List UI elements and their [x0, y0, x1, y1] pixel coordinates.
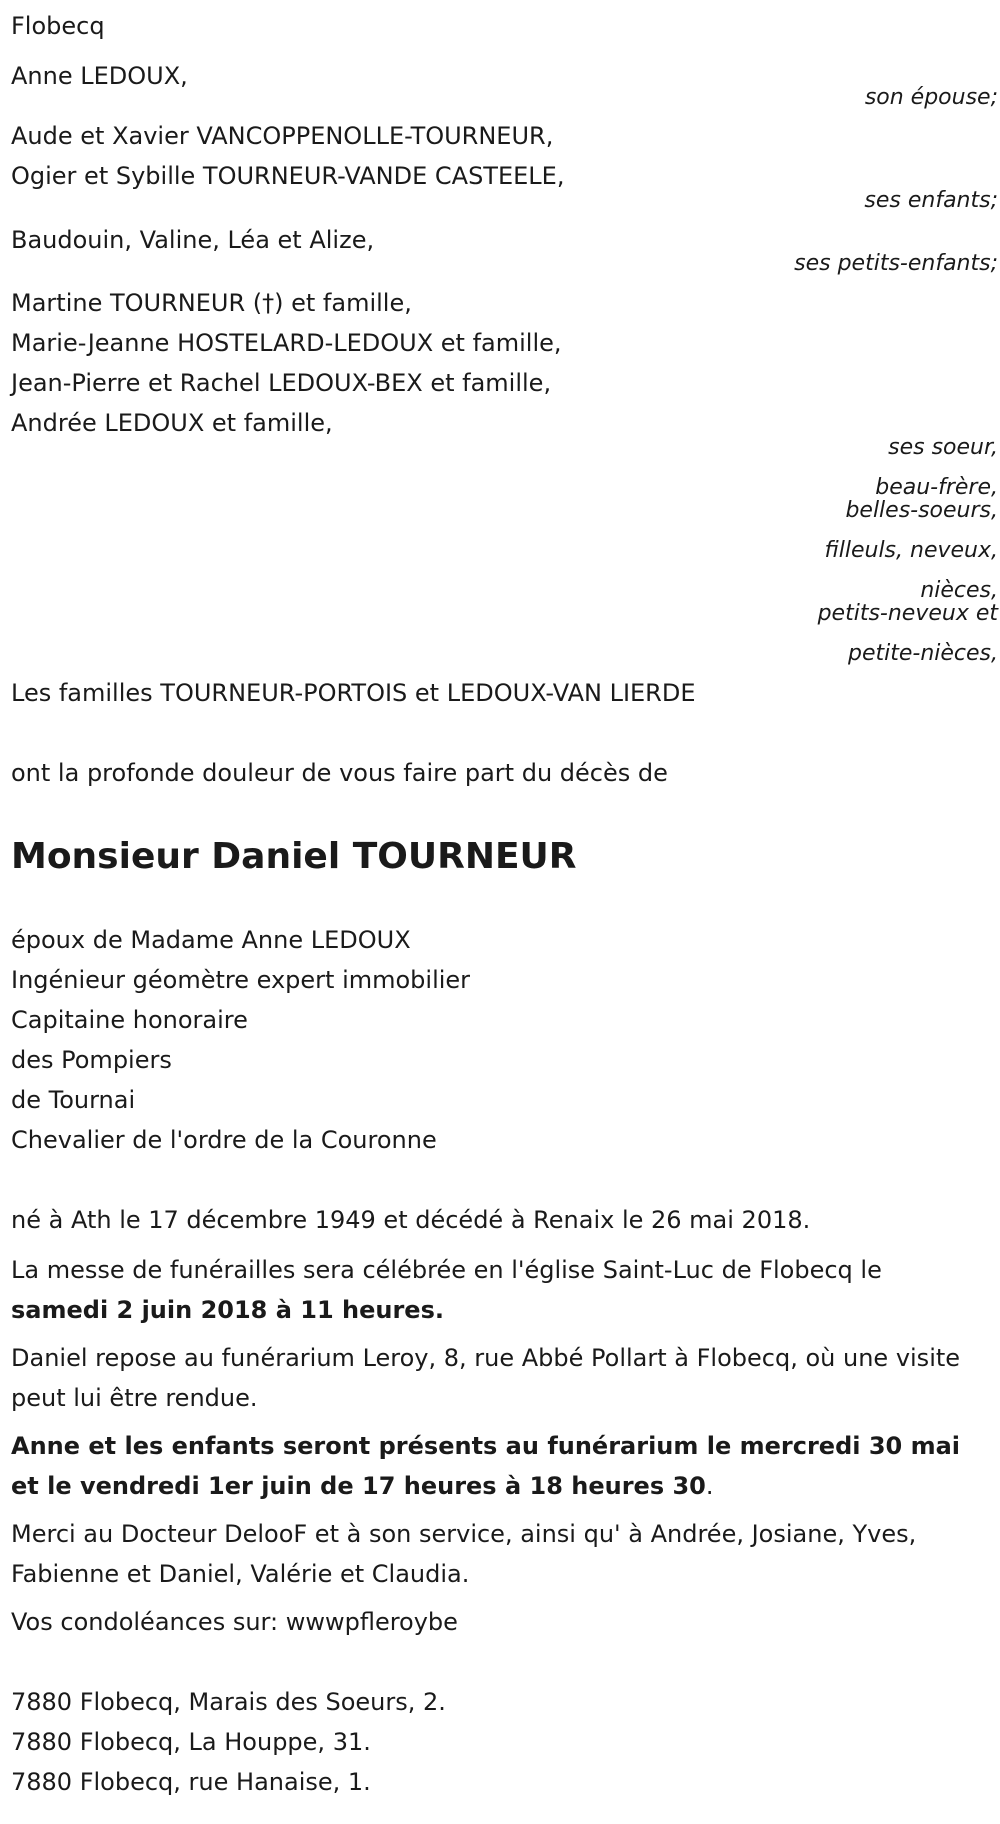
family-name-line: Jean-Pierre et Rachel LEDOUX-BEX et famille, [11, 369, 552, 397]
condolences-line: Vos condoléances sur: wwwpfleroybe [11, 1608, 458, 1636]
deceased-title-line: Capitaine honoraire [11, 1006, 248, 1034]
funeral-mass-line: La messe de funérailles sera célébrée en l'église Saint-Luc de Flobecq le [11, 1256, 882, 1284]
family-name-line: Marie-Jeanne HOSTELARD-LEDOUX et famille, [11, 329, 562, 357]
deceased-title-line: de Tournai [11, 1086, 136, 1114]
presence-end: . [705, 1472, 714, 1500]
presence-bold-text: Anne et les enfants seront présents au funérarium le mercredi 30 mai et le vendredi 1er juin de 17 heures à 18 heures 30 [11, 1432, 961, 1500]
family-relation: ses soeur, [888, 435, 998, 460]
family-relation: belles-soeurs, [845, 498, 998, 523]
town-heading: Flobecq [11, 12, 105, 40]
family-name-line: Aude et Xavier VANCOPPENOLLE-TOURNEUR, [11, 122, 554, 150]
family-relation: filleuls, neveux, [824, 538, 998, 563]
deceased-title-line: époux de Madame Anne LEDOUX [11, 926, 411, 954]
thanks-paragraph: Merci au Docteur DelooF et à son service, ainsi qu' à Andrée, Josiane, Yves, Fabienne et Daniel, Valérie et Claudia. [11, 1520, 917, 1588]
family-relation: petite-nièces, [847, 641, 998, 666]
family-name-line: Baudouin, Valine, Léa et Alize, [11, 226, 375, 254]
family-relation: ses petits-enfants; [794, 251, 998, 276]
family-relation: nièces, [920, 578, 998, 603]
birth-death-line: né à Ath le 17 décembre 1949 et décédé à Renaix le 26 mai 2018. [11, 1206, 811, 1234]
family-name-line: Andrée LEDOUX et famille, [11, 409, 333, 437]
deceased-title-line: des Pompiers [11, 1046, 172, 1074]
family-relation: petits-neveux et [817, 601, 998, 626]
deceased-name: Monsieur Daniel TOURNEUR [11, 836, 577, 877]
address-line: 7880 Flobecq, La Houppe, 31. [11, 1728, 371, 1756]
presence-paragraph [11, 1426, 986, 1506]
deceased-title-line: Ingénieur géomètre expert immobilier [11, 966, 471, 994]
family-name-line: Anne LEDOUX, [11, 62, 188, 90]
family-relation: ses enfants; [864, 188, 998, 213]
announcement-line: ont la profonde douleur de vous faire part du décès de [11, 759, 668, 787]
address-line: 7880 Flobecq, Marais des Soeurs, 2. [11, 1688, 446, 1716]
family-relation: beau-frère, [875, 475, 998, 500]
deceased-title-line: Chevalier de l'ordre de la Couronne [11, 1126, 437, 1154]
families-line: Les familles TOURNEUR-PORTOIS et LEDOUX-VAN LIERDE [11, 679, 696, 707]
funeral-mass-date: samedi 2 juin 2018 à 11 heures. [11, 1296, 444, 1324]
family-name-line: Martine TOURNEUR (†) et famille, [11, 289, 412, 317]
family-relation: son épouse; [864, 85, 998, 110]
funerarium-rest-paragraph: Daniel repose au funérarium Leroy, 8, rue Abbé Pollart à Flobecq, où une visite peut lui être rendue. [11, 1344, 961, 1412]
address-line: 7880 Flobecq, rue Hanaise, 1. [11, 1768, 371, 1796]
family-name-line: Ogier et Sybille TOURNEUR-VANDE CASTEELE, [11, 162, 565, 190]
